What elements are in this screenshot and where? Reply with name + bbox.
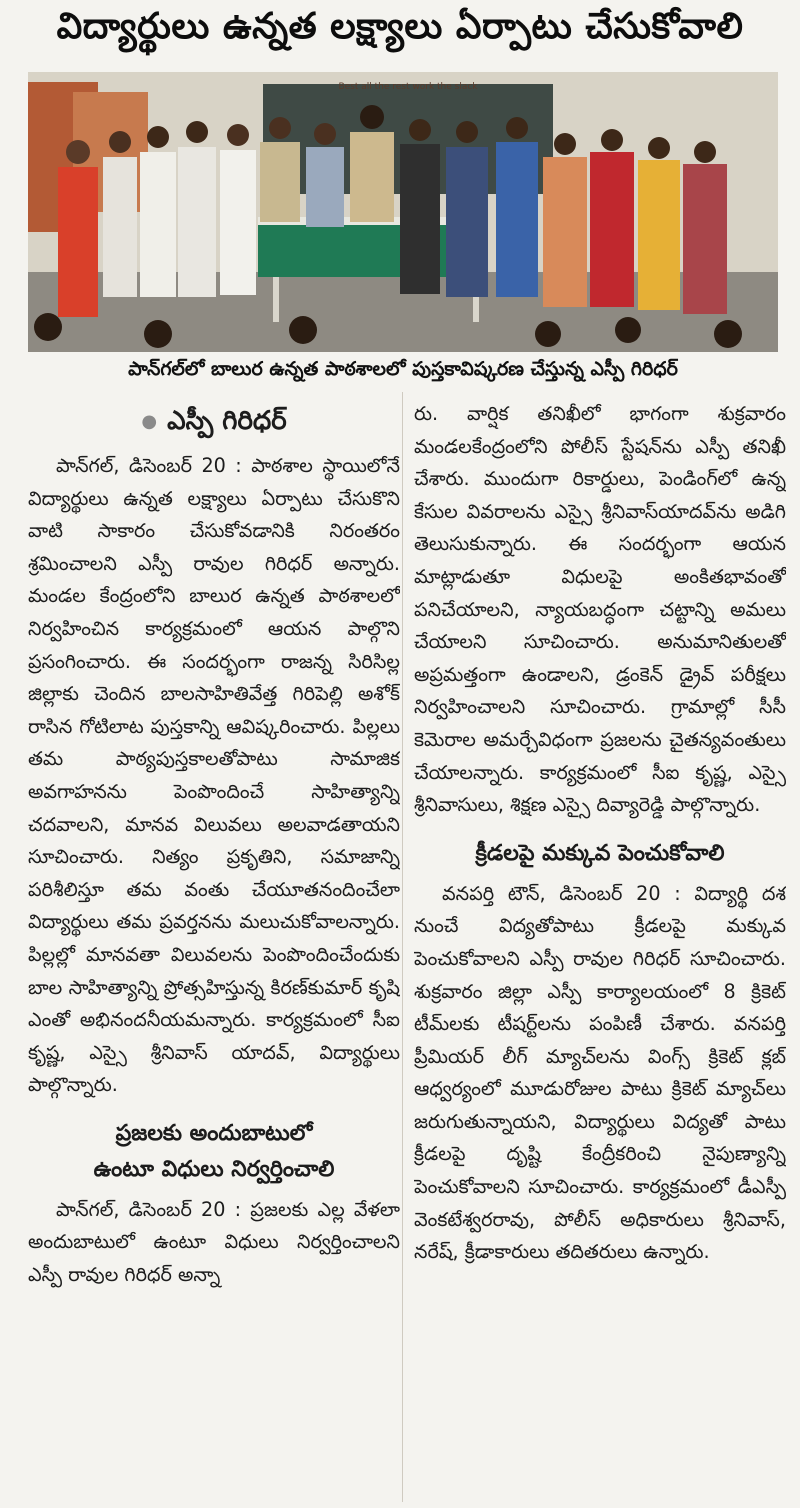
article3-subhead: క్రీడలపై మక్కువ పెంచుకోవాలి <box>475 840 725 866</box>
left-column <box>28 392 400 1502</box>
right-column <box>414 398 786 1508</box>
column-divider <box>402 392 403 1502</box>
headline: విద్యార్థులు ఉన్నత లక్ష్యాలు ఏర్పాటు చేసుకోవాలి <box>56 6 744 47</box>
article2-paragraph-start: పాన్‌గల్, డిసెంబర్ 20 : ప్రజలకు ఎల్ల వేళలా అందుబాటులో ఉంటూ విధులు నిర్వర్తించాలని ఎస్పీ రావుల గిరిధర్ అన్నా <box>28 1197 400 1287</box>
article2-subhead <box>28 1116 400 1188</box>
article3-paragraph: వనపర్తి టౌన్, డిసెంబర్ 20 : విద్యార్థి దశ నుంచే విద్యతోపాటు క్రీడలపై మక్కువ పెంచుకోవాలని ఎస్పీ రావుల గిరిధర్ సూచించారు. శుక్రవారం జిల్లా ఎస్పీ కార్యాలయంలో 8 క్రికెట్ టీమ్‌లకు టీషర్ట్‌లను పంపిణీ చేశారు. వనపర్తి ప్రీమియర్ లీగ్ మ్యాచ్‌లను వింగ్స్ క్రికెట్ క్లబ్ ఆధ్వర్యంలో మూడురోజుల పాటు క్రికెట్ మ్యాచ్‌లు జరుగుతున్నాయని, విద్యార్థులు విద్యతో పాటు క్రీడలపై దృష్టి కేంద్రీకరించి నైపుణ్యాన్ని పెంచుకోవాలని సూచించారు. కార్యక్రమంలో డీఎస్పీ వెంకటేశ్వరరావు, పోలీస్ అధికారులు శ్రీనివాస్, నరేష్, క్రీడాకారులు తదితరులు ఉన్నారు. <box>414 881 786 1264</box>
article2-paragraph-continued: రు. వార్షిక తనిఖీలో భాగంగా శుక్రవారం మండలకేంద్రంలోని పోలీస్ స్టేషన్‌ను ఎస్పీ తనిఖీ చేశారు. ముందుగా రికార్డులు, పెండింగ్‌లో ఉన్న కేసుల వివరాలను ఎస్సై శ్రీనివాస్‌యాదవ్‌ను అడిగి తెలుసుకున్నారు. ఈ సందర్భంగా ఆయన మాట్లాడుతూ విధులపై అంకితభావంతో పనిచేయాలని, న్యాయబద్ధంగా చట్టాన్ని అమలు చేయాలని సూచించారు. అనుమానితులతో అప్రమత్తంగా ఉండాలని, డ్రంకెన్ డ్రైవ్ పరీక్షలు నిర్వహించాలని సూచించారు. గ్రామాల్లో సీసీ కెమెరాల అమర్చేవిధంగా ప్రజలను చైతన్యవంతులు చేయాలన్నారు. కార్యక్రమంలో సీఐ కృష్ణ, ఎస్సై శ్రీనివాసులు, శిక్షణ ఎస్సై దివ్యారెడ్డి పాల్గొన్నారు. <box>414 402 786 817</box>
byline <box>28 392 400 450</box>
article2-subhead-line1: ప్రజలకు అందుబాటులో <box>115 1120 313 1146</box>
blackboard-banner-text: Best all the rest work the slack <box>338 82 478 92</box>
byline-text: ఎస్పీ గిరిధర్ <box>167 406 287 436</box>
article1-paragraph: పాన్‌గల్, డిసెంబర్ 20 : పాఠశాల స్థాయిలోనే విద్యార్థులు ఉన్నత లక్ష్యాలు ఏర్పాటు చేసుకొని వాటి సాకారం చేసుకోవడానికి నిరంతరం శ్రమించాలని ఎస్పీ రావుల గిరిధర్ అన్నారు. మండల కేంద్రంలోని బాలుర ఉన్నత పాఠశాలలో నిర్వహించిన కార్యక్రమంలో ఆయన పాల్గొని ప్రసంగించారు. ఈ సందర్భంగా రాజన్న సిరిసిల్ల జిల్లాకు చెందిన బాలసాహితివేత్త గిరిపెల్లి అశోక్ రాసిన గోటిలాట పుస్తకాన్ని ఆవిష్కరించారు. పిల్లలు తమ పాఠ్యపుస్తకాలతోపాటు సామాజిక అవగాహనను పెంపొందించే సాహిత్యాన్ని చదవాలని, మానవ విలువలు అలవాడతాయని సూచించారు. నిత్యం ప్రకృతిని, సమాజాన్ని పరిశీలిస్తూ తమ వంతు చేయూతనందించేలా విద్యార్థులు తమ ప్రవర్తనను మలుచుకోవాలన్నారు. పిల్లల్లో మానవతా విలువలను పెంపొందించేందుకు బాల సాహిత్యాన్ని ప్రోత్సహిస్తున్న కిరణ్‌కుమార్ కృషి ఎంతో అభినందనీయమన్నారు. కార్యక్రమంలో సీఐ కృష్ణ, ఎస్సై శ్రీనివాస్ యాదవ్, విద్యార్థులు పాల్గొన్నారు. <box>28 454 400 1097</box>
photo-caption: పాన్‌గల్‌లో బాలుర ఉన్నత పాఠశాలలో పుస్తకావిష్కరణ చేస్తున్న ఎస్పీ గిరిధర్ <box>128 357 678 380</box>
news-photo <box>28 72 778 352</box>
bullet-icon: ● <box>141 410 158 432</box>
article2-subhead-line2: ఉంటూ విధులు నిర్వర్తించాలి <box>93 1156 335 1182</box>
